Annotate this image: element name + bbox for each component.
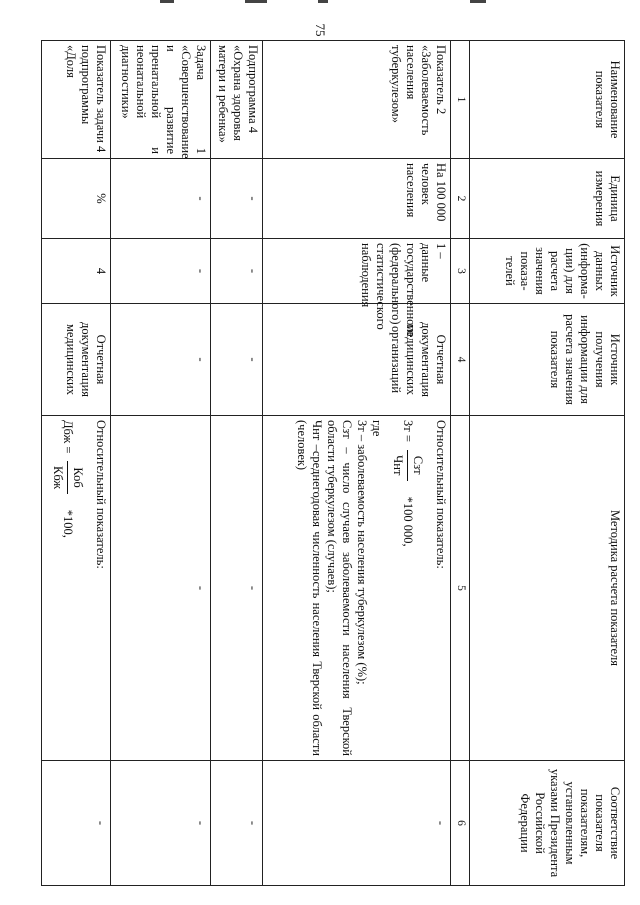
task-indicator-name: Показатель задачи 4 подпрограммы «Доля	[42, 41, 111, 159]
formula-denominator: Кбж	[51, 466, 65, 490]
task-name: Задача 1 «Совершенствование и развитие пренатальной и неонатальной диагностики»	[111, 41, 211, 159]
formula-lhs: Дбж =	[61, 420, 75, 454]
col-number: 1	[451, 41, 470, 159]
rotated-table-sheet	[51, 40, 625, 885]
header-indicator-name: Наименование показателя	[470, 41, 625, 159]
scan-edge-marks	[0, 0, 640, 8]
header-method: Методика расчета показателя	[470, 416, 625, 761]
share-formula	[50, 420, 85, 756]
task-info-source: -	[111, 304, 211, 416]
definition-2: Сзт – число случаев заболеваемости населения Тверской области туберкулезом (случаев);	[325, 420, 354, 756]
task-indicator-data-source: 4	[42, 239, 111, 304]
subprogram-unit: -	[211, 159, 263, 239]
col-number: 2	[451, 159, 470, 239]
definition-1: Зт – заболеваемость населения туберкулезом (%);	[355, 420, 369, 685]
col-number: 4	[451, 304, 470, 416]
task-compliance: -	[111, 761, 211, 886]
table-row-subprogram-4	[211, 41, 263, 886]
subprogram-compliance: -	[211, 761, 263, 886]
formula-multiplier: *100 000,	[401, 496, 415, 547]
subprogram-info-source: -	[211, 304, 263, 416]
formula-denominator: Чнт	[391, 455, 405, 476]
header-unit: Единица измерения	[470, 159, 625, 239]
indicator-compliance: -	[263, 761, 451, 886]
indicator-unit: На 100 000 человек населения	[263, 159, 451, 239]
indicator-data-source: 1 – данные государственного (федерального) статистического наблюдения	[263, 239, 451, 304]
definition-3: Чнт –среднегодовая численность населения Тверской области (человек)	[295, 420, 324, 756]
subprogram-method: -	[211, 416, 263, 761]
col-number: 6	[451, 761, 470, 886]
task-indicator-method	[42, 416, 111, 761]
page-number-text: 75	[313, 23, 328, 37]
formula-multiplier: *100,	[61, 509, 75, 538]
task-indicator-unit: %	[42, 159, 111, 239]
header-data-source: Источник данных (информа-ции) для расчета значения показа-телей	[470, 239, 625, 304]
task-indicator-info-source: Отчетная документация медицинских	[42, 304, 111, 416]
method-intro: Относительный показатель:	[94, 420, 108, 569]
indicator-info-source: Отчетная документация медицинских организаций	[263, 304, 451, 416]
formula-numerator: Сзт	[407, 450, 425, 481]
table-row-task-1	[111, 41, 211, 886]
header-row	[470, 41, 625, 886]
column-number-row	[451, 41, 470, 886]
table-row-task-indicator	[42, 41, 111, 886]
indicator-name: Показатель 2 «Заболеваемость населения туберкулезом»	[263, 41, 451, 159]
where-label: где	[370, 420, 384, 437]
header-compliance: Соответствие показателя показателям, установленным указами Президента Российской Федерации	[470, 761, 625, 886]
indicator-table	[41, 40, 625, 886]
col-number: 3	[451, 239, 470, 304]
formula-fraction	[390, 450, 425, 481]
subprogram-data-source: -	[211, 239, 263, 304]
formula-numerator: Коб	[67, 461, 85, 493]
task-data-source: -	[111, 239, 211, 304]
task-unit: -	[111, 159, 211, 239]
method-intro: Относительный показатель:	[434, 420, 448, 569]
subprogram-name: Подпрограмма 4 «Охрана здоровья матери и ребенка»	[211, 41, 263, 159]
header-info-source: Источник получения информации для расчета значения показателя	[470, 304, 625, 416]
indicator-method	[263, 416, 451, 761]
table-row-indicator-2	[263, 41, 451, 886]
formula-lhs: Зт =	[401, 420, 415, 442]
formula-fraction	[50, 461, 85, 493]
task-indicator-compliance: -	[42, 761, 111, 886]
task-method: -	[111, 416, 211, 761]
col-number: 5	[451, 416, 470, 761]
tb-formula	[390, 420, 425, 756]
